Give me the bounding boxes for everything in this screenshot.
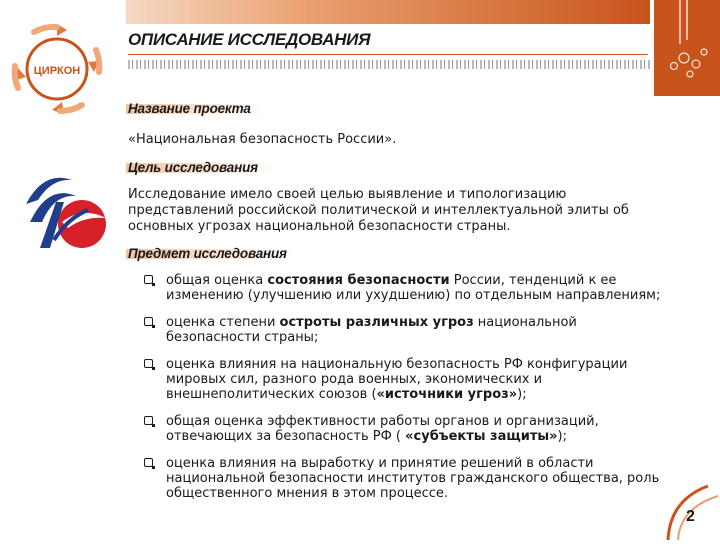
subject-bullet-item bbox=[142, 357, 702, 402]
subject-heading: Предмет исследования bbox=[128, 246, 287, 261]
subject-bullet-item bbox=[142, 273, 702, 303]
subject-bullet-item bbox=[142, 315, 702, 345]
bullet-line bbox=[166, 288, 702, 303]
subject-bullet-item bbox=[142, 456, 702, 501]
bullet-text: мировых сил, разного рода военных, экономических и bbox=[166, 372, 543, 387]
bullet-line bbox=[166, 330, 702, 345]
bullet-line bbox=[166, 414, 702, 429]
checkbox-bullet-icon bbox=[144, 359, 153, 368]
bullet-bold-text: состояния безопасности bbox=[267, 273, 450, 288]
bullet-line bbox=[166, 471, 702, 486]
goal-line: Исследование имело своей целью выявление и типологизацию bbox=[128, 187, 567, 202]
checkbox-bullet-icon bbox=[144, 317, 153, 326]
bullet-text: оценка влияния на национальную безопасность РФ конфигурации bbox=[166, 357, 628, 372]
checkbox-bullet-icon bbox=[144, 458, 153, 467]
bullet-bold-text: остроты различных угроз bbox=[279, 315, 474, 330]
bullet-line bbox=[166, 387, 702, 402]
bullet-line bbox=[166, 372, 702, 387]
title-underline bbox=[128, 54, 648, 55]
project-heading: Название проекта bbox=[128, 101, 251, 116]
bullet-line bbox=[166, 486, 702, 501]
header-bar bbox=[126, 0, 650, 24]
subject-bullet-list bbox=[142, 273, 702, 513]
bullet-text: изменению (улучшению или ухудшению) по отдельным направлениям; bbox=[166, 288, 661, 303]
bullet-text: общая оценка bbox=[166, 273, 268, 288]
goal-line: представлений российской политической и интеллектуальной элиты об bbox=[128, 203, 629, 218]
bullet-line bbox=[166, 429, 702, 444]
goal-text bbox=[128, 187, 629, 235]
project-name-text: «Национальная безопасность России». bbox=[128, 132, 397, 147]
header-corner-decoration bbox=[654, 0, 720, 96]
bullet-text: ); bbox=[557, 429, 567, 444]
bullet-line bbox=[166, 456, 702, 471]
page-number: 2 bbox=[686, 508, 695, 525]
bullet-text: общая оценка эффективности работы органов и организаций, bbox=[166, 414, 599, 429]
logo-text: ЦИРКОН bbox=[33, 65, 81, 77]
bullet-text: общественного мнения в этом процессе. bbox=[166, 486, 449, 501]
bullet-text: оценка влияния на выработку и принятие решений в области bbox=[166, 456, 594, 471]
subject-bullet-item bbox=[142, 414, 702, 444]
bullet-text: безопасности страны; bbox=[166, 330, 319, 345]
bullet-text: внешнеполитических союзов ( bbox=[166, 387, 377, 402]
bullet-line bbox=[166, 273, 702, 288]
checkbox-bullet-icon bbox=[144, 275, 153, 284]
bullet-text: России, тенденций к ее bbox=[449, 273, 617, 288]
bullet-bold-text: «источники угроз» bbox=[376, 387, 518, 402]
goal-line: основных угрозах национальной безопасности страны. bbox=[128, 219, 511, 234]
circon-logo bbox=[4, 16, 110, 122]
bullet-text: национальной bbox=[473, 315, 577, 330]
bullet-line bbox=[166, 315, 702, 330]
bullet-line bbox=[166, 357, 702, 372]
page-title: ОПИСАНИЕ ИССЛЕДОВАНИЯ bbox=[128, 30, 371, 49]
corner-ornament-icon bbox=[654, 0, 720, 96]
decorative-barcode-strip bbox=[128, 60, 650, 69]
organization-emblem bbox=[24, 166, 114, 256]
checkbox-bullet-icon bbox=[144, 416, 153, 425]
bullet-text: оценка степени bbox=[166, 315, 280, 330]
bullet-text: национальной безопасности институтов гражданского общества, роль bbox=[166, 471, 660, 486]
bullet-bold-text: «субъекты защиты» bbox=[405, 429, 558, 444]
goal-heading: Цель исследования bbox=[128, 160, 258, 175]
bullet-text: отвечающих за безопасность РФ ( bbox=[166, 429, 406, 444]
bullet-text: ); bbox=[517, 387, 527, 402]
